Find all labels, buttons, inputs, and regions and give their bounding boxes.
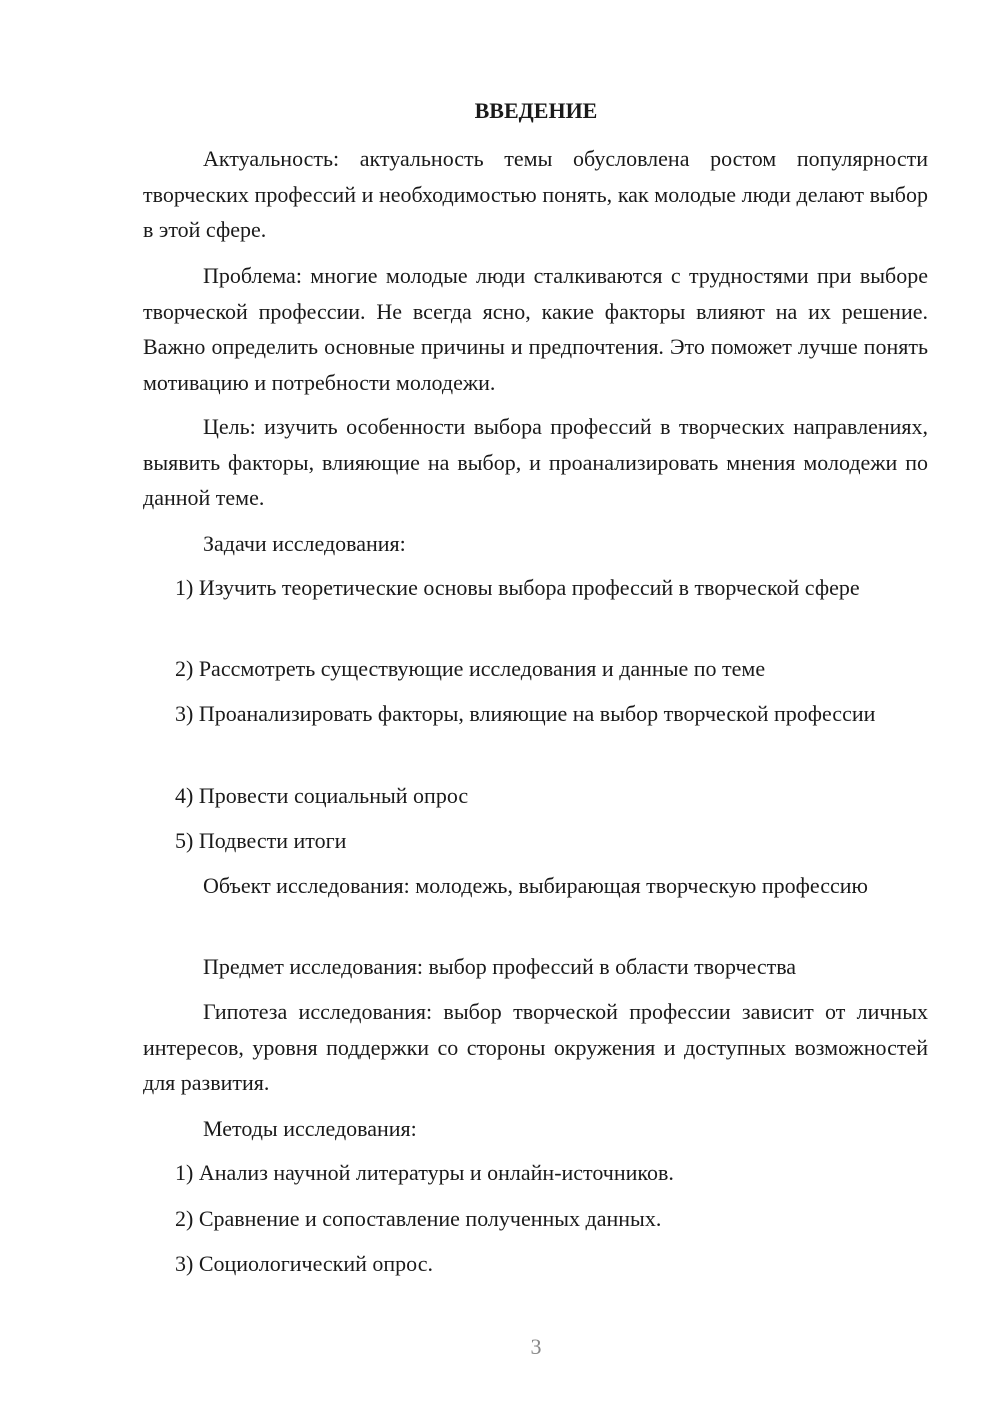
hypothesis-paragraph: Гипотеза исследования: выбор творческой профессии зависит от личных интересов, уровня поддержки со стороны окружения и доступных возможностей для развития. [143,999,928,1095]
task-item: 1) Изучить теоретические основы выбора профессий в творческой сфере [175,575,860,600]
task-item: 4) Провести социальный опрос [175,783,469,808]
task-item: 3) Проанализировать факторы, влияющие на выбор творческой профессии [175,701,876,726]
relevance-paragraph: Актуальность: актуальность темы обусловлена ростом популярности творческих профессий и необходимостью понять, как молодые люди делают выбор в этой сфере. [143,146,928,242]
task-item: 2) Рассмотреть существующие исследования и данные по теме [175,656,766,681]
method-item: 3) Социологический опрос. [175,1251,433,1276]
tasks-heading: Задачи исследования: [203,531,406,556]
section-title: ВВЕДЕНИЕ [474,98,598,123]
method-item: 1) Анализ научной литературы и онлайн-источников. [175,1160,674,1185]
problem-paragraph: Проблема: многие молодые люди сталкиваются с трудностями при выборе творческой профессии. Не всегда ясно, какие факторы влияют на их решение. Важно определить основные причины и предпочтения. Это поможет лучше понять мотивацию и потребности молодежи. [143,263,928,395]
goal-paragraph: Цель: изучить особенности выбора профессий в творческих направлениях, выявить факторы, влияющие на выбор, и проанализировать мнения молодежи по данной теме. [143,414,928,510]
page-number: 3 [530,1334,542,1359]
methods-heading: Методы исследования: [203,1116,417,1141]
task-item: 5) Подвести итоги [175,828,347,853]
object-paragraph: Объект исследования: молодежь, выбирающая творческую профессию [203,873,868,898]
subject-paragraph: Предмет исследования: выбор профессий в области творчества [203,954,797,979]
method-item: 2) Сравнение и сопоставление полученных данных. [175,1206,662,1231]
